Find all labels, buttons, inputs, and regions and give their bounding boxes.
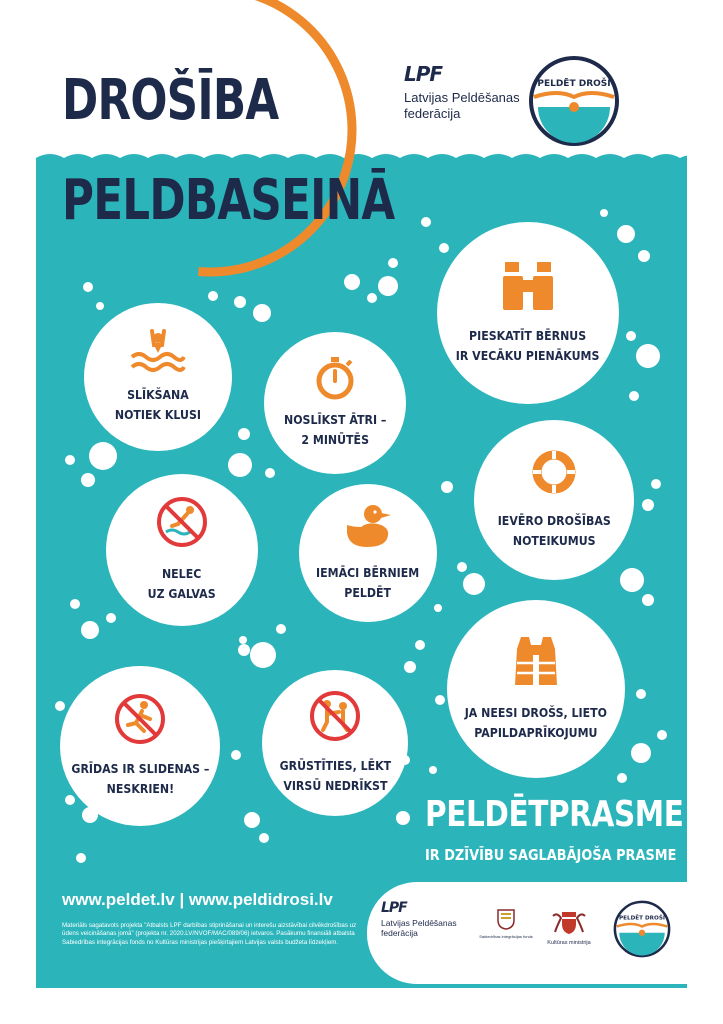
tip-drowning-silent — [84, 303, 232, 451]
footer-lpf-logo — [381, 900, 457, 938]
rubber-duck-icon — [343, 503, 393, 547]
lpf-logo-name-line1: Latvijas Peldēšanas — [404, 90, 520, 105]
integration-fund-logo — [477, 908, 535, 939]
page-title-line1: DROŠĪBA — [62, 68, 279, 133]
tip-label-line2: 2 MINŪTĒS — [301, 432, 369, 447]
tip-label-line2: NOTEIKUMUS — [512, 533, 596, 548]
footer-logo-card — [367, 882, 687, 984]
tip-label-line2: NOTIEK KLUSI — [114, 407, 202, 422]
tip-label-line1: IEVĒRO DROŠĪBAS — [497, 513, 611, 528]
lifebuoy-icon — [531, 449, 577, 495]
life-vest-icon — [513, 635, 559, 687]
footer-lpf-name-line2: federācija — [381, 928, 418, 938]
tip-teach-children — [299, 484, 437, 622]
tip-label-line1: GRĪDAS IR SLIDENAS – — [70, 761, 210, 776]
tip-label-line1: NELEC — [162, 566, 202, 581]
tip-no-diving — [106, 474, 258, 626]
tip-drown-fast — [264, 332, 406, 474]
no-pushing-icon — [309, 690, 361, 742]
tip-watch-children — [437, 222, 619, 404]
integration-fund-caption: Sabiedrības integrācijas fonds — [479, 934, 533, 939]
tip-label-line1: JA NEESI DROŠS, LIETO — [464, 705, 608, 720]
tip-follow-rules — [474, 420, 634, 580]
peldet-drosi-badge — [528, 55, 620, 147]
footer-lpf-mark: LPF — [381, 900, 407, 916]
tip-label-line1: PIESKATĪT BĒRNUS — [469, 328, 587, 343]
tip-label-line2: UZ GALVAS — [148, 586, 216, 601]
no-diving-icon — [156, 496, 208, 548]
page-title-line2: PELDBASEINĀ — [62, 168, 395, 233]
tip-label-line2: PAPILDAPRĪKOJUMU — [474, 725, 598, 740]
badge-text: PELDĒT DROŠI — [537, 79, 611, 89]
culture-ministry-logo — [540, 908, 598, 946]
funding-notice: Materiāls sagatavots projekta "Atbalsts LPF darbības stiprināšanai un interešu aizstāvībai cilvēkdrošības uz ūdens veicināšanas jomā" (projekta nr. 2020.LV/NVOF/MAC/089/06) ietvaros. Pasākumu finansiāli atbalsta Sabiedrības integrācijas fonds no Kultūras ministrijas piešķirtajiem Latvijas valsts budžeta līdzekļiem. — [62, 922, 357, 946]
stopwatch-icon — [313, 356, 357, 400]
no-running-icon — [114, 693, 166, 745]
lpf-logo-mark: LPF — [404, 62, 443, 86]
drowning-person-icon — [130, 329, 186, 375]
tip-label-line1: NOSLĪKST ĀTRI – — [283, 412, 387, 427]
tip-no-running — [60, 666, 220, 826]
coat-of-arms-icon — [496, 908, 516, 930]
tip-label-line1: GRŪSTĪTIES, LĒKT — [279, 758, 391, 773]
tip-label-line1: SLĪKŠANA — [127, 387, 189, 402]
tip-use-equipment — [447, 600, 625, 778]
footer-peldet-drosi-badge — [613, 900, 671, 958]
lpf-logo-name-line2: federācija — [404, 106, 461, 121]
footer-badge-text: PELDĒT DROŠI — [618, 915, 666, 922]
footer-lpf-name-line1: Latvijas Peldēšanas — [381, 918, 457, 928]
tagline-headline: PELDĒTPRASME — [425, 794, 684, 835]
tagline-subline: IR DZĪVĪBU SAGLABĀJOŠA PRASME — [425, 846, 677, 864]
tip-label-line1: IEMĀCI BĒRNIEM — [316, 565, 420, 580]
culture-ministry-caption: Kultūras ministrija — [547, 940, 591, 946]
website-links[interactable]: www.peldet.lv | www.peldidrosi.lv — [62, 890, 333, 909]
tip-label-line2: NESKRIEN! — [106, 781, 174, 796]
tip-label-line2: IR VECĀKU PIENĀKUMS — [456, 348, 600, 363]
tip-label-line2: PELDĒT — [344, 585, 392, 600]
lpf-logo — [404, 62, 520, 122]
tip-label-line2: VIRSŪ NEDRĪKST — [282, 778, 388, 793]
binoculars-icon — [503, 260, 553, 312]
ministry-coat-of-arms-icon — [549, 908, 589, 936]
tip-no-pushing — [262, 670, 408, 816]
